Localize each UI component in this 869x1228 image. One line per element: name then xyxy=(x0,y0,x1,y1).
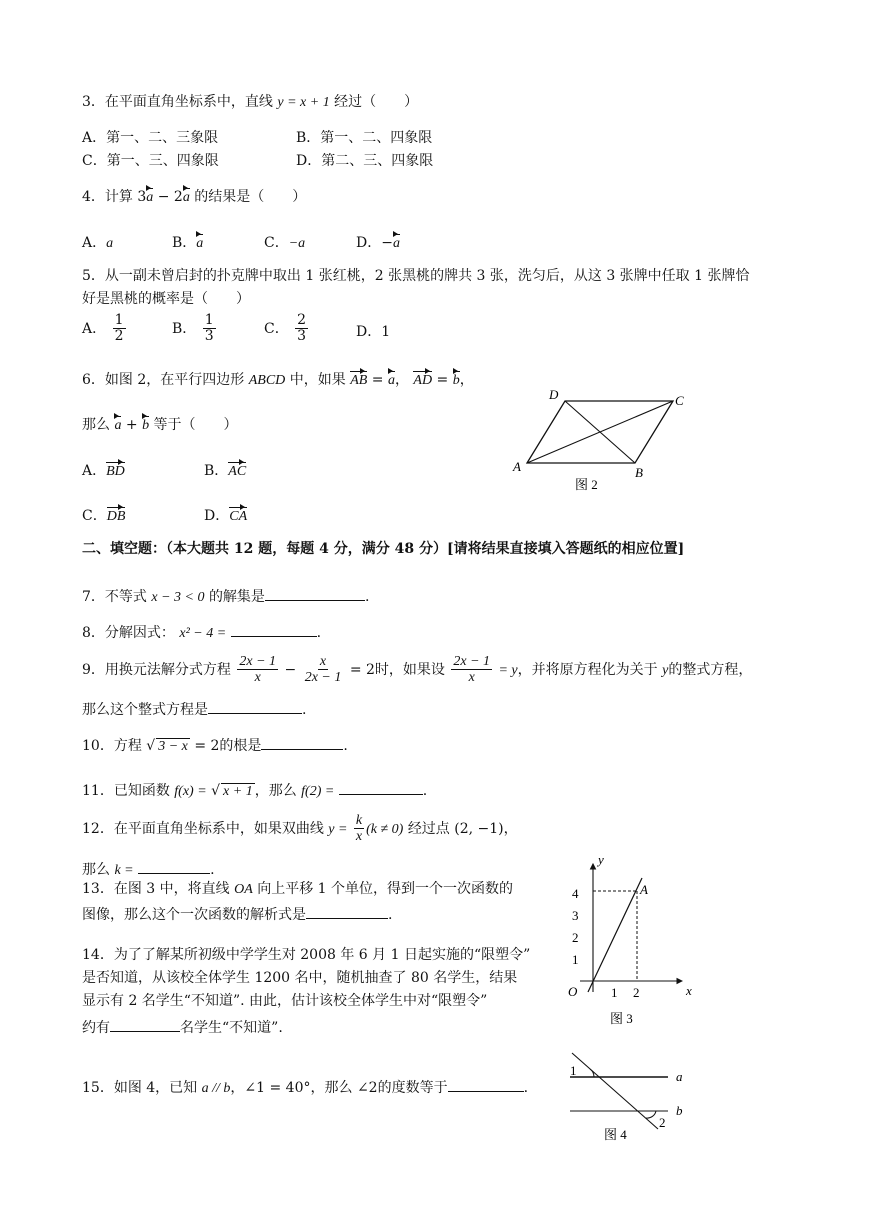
q6-line2 xyxy=(82,417,238,435)
q3-option-b: B．第一、二、四象限 xyxy=(296,130,433,146)
q12-line2-text: 那么 xyxy=(82,862,110,878)
q3-option-a: A．第一、二、三象限 xyxy=(82,130,219,146)
fig3-point-a: A xyxy=(640,882,648,897)
q5-c-label: C． xyxy=(264,320,289,337)
q6-eq2: = xyxy=(432,372,453,388)
q7-answer-blank[interactable] xyxy=(265,586,365,601)
q9-line2-text: 那么这个整式方程是 xyxy=(82,702,208,718)
q7-expr: x − 3 < 0 xyxy=(151,590,205,605)
q7-suffix: 的解集是 xyxy=(208,589,265,605)
q6-plus: + xyxy=(121,417,143,433)
angle-2-arc xyxy=(646,1111,656,1118)
q11: 11．已知函数 f(x) = √ x + 1 ，那么 f(2) = . xyxy=(82,780,427,801)
q15 xyxy=(82,1077,528,1098)
q12-answer-blank[interactable] xyxy=(138,859,210,874)
q9-y: y xyxy=(662,662,669,678)
q15-angle2: ∠2 xyxy=(356,1080,378,1096)
q15-end: . xyxy=(523,1080,529,1096)
q4-c-label: C． xyxy=(264,235,289,251)
q6-a-vector: BD xyxy=(106,464,125,479)
q5-option-a xyxy=(82,313,128,345)
q6-text3: 那么 xyxy=(82,417,110,433)
q14-line2: 是否知道，从该校全体学生 1200 名中，随机抽查了 80 名学生，结果 xyxy=(82,970,518,986)
fig3-y-label: y xyxy=(598,852,604,867)
q10-prompt: 10．方程 xyxy=(82,738,142,754)
q3-stem xyxy=(82,94,418,112)
q6-d-vector: CA xyxy=(229,509,248,524)
q12-end: . xyxy=(210,862,215,878)
q6-text2: 中，如果 xyxy=(289,372,346,388)
q9-end: . xyxy=(302,702,307,718)
q11-prompt: 11．已知函数 xyxy=(82,783,170,799)
q14-line3: 显示有 2 名学生“不知道”. 由此，估计该校全体学生中对“限塑令” xyxy=(82,993,488,1009)
q6-abcd: ABCD xyxy=(248,373,286,388)
q10: 10．方程 √ 3 − x = 2的根是 . xyxy=(82,735,348,756)
q6-vec-ad: AD xyxy=(413,373,433,388)
q14-text1: 约有 xyxy=(82,1020,110,1036)
q9-mid: 时，如果设 xyxy=(374,661,445,678)
q8 xyxy=(82,622,321,643)
q6-d-label: D． xyxy=(204,508,230,524)
q9-eqy: = y xyxy=(498,662,518,678)
q13-line2-text: 图像，那么这个一次函数的解析式是 xyxy=(82,907,306,923)
q6-line1 xyxy=(82,372,474,390)
q3-option-c: C．第一、三、四象限 xyxy=(82,153,219,169)
q4-b-label: B． xyxy=(172,235,197,251)
q4-coef1: 3 xyxy=(137,189,147,205)
q5-option-d: D．1 xyxy=(356,324,391,340)
q13-text1: 13．在图 3 中，将直线 xyxy=(82,881,230,897)
q9-eq2: = 2 xyxy=(349,661,375,678)
q6-sum-a: a xyxy=(114,418,122,433)
q15-mid: ，那么 xyxy=(310,1080,353,1096)
q6-eq1: = xyxy=(367,372,388,388)
line-oa xyxy=(588,878,642,992)
q6-option-b xyxy=(204,463,246,481)
q13-text2: 向上平移 1 个单位，得到一个一次函数的 xyxy=(257,881,514,897)
q9-minus: − xyxy=(284,661,297,678)
q10-end: . xyxy=(343,738,348,754)
q3-prompt: 3．在平面直角坐标系中，直线 xyxy=(82,94,273,110)
q4-d-label: D． xyxy=(356,235,382,251)
q4-vector-a1: a xyxy=(146,190,154,205)
fig3-ytick-1: 1 xyxy=(572,952,579,967)
q6-a-label: A． xyxy=(82,463,107,479)
q7-end: . xyxy=(364,589,370,605)
q12-k: k = xyxy=(114,863,134,878)
label-b: B xyxy=(635,465,643,480)
q6-option-d xyxy=(204,508,247,526)
q4-c-value: −a xyxy=(288,236,306,251)
q9-fraction-2: $\frac{x}{2x - 1}$ xyxy=(304,654,342,686)
q12-prompt: 12．在平面直角坐标系中，如果双曲线 xyxy=(82,820,324,837)
q15-parallel: a // b xyxy=(201,1081,231,1096)
q9-tail: ，并将原方程化为关于 xyxy=(517,661,658,678)
q6-c-label: C． xyxy=(82,508,107,524)
q9-fraction-3: $\frac{2x - 1}{x}$ xyxy=(453,654,491,686)
q4-vector-a2: a xyxy=(182,190,190,205)
q15-prompt: 15．如图 4，已知 xyxy=(82,1080,198,1096)
q12-mid: 经过点 xyxy=(407,820,450,837)
q5-a-fraction: $\frac{1}{2}$ xyxy=(114,312,124,345)
q10-answer-blank[interactable] xyxy=(261,735,343,750)
q11-end: . xyxy=(422,783,428,799)
q5-b-fraction: $\frac{1}{3}$ xyxy=(204,312,214,345)
figure-3-caption: 图 3 xyxy=(610,1011,633,1026)
figure-4 xyxy=(562,1047,702,1147)
q5-option-b xyxy=(172,313,218,345)
q6-b-vector: AC xyxy=(228,464,247,479)
q10-radicand: 3 − x xyxy=(158,739,188,754)
q9-prompt: 9．用换元法解分式方程 xyxy=(82,661,231,678)
q4-stem xyxy=(82,189,306,207)
figure-4-caption: 图 4 xyxy=(604,1127,627,1142)
q12-point: (2, −1) xyxy=(454,820,504,837)
q4-d-vector: a xyxy=(392,236,400,251)
q12-line2 xyxy=(82,859,215,880)
q5-line2: 好是黑桃的概率是（ ） xyxy=(82,291,250,307)
q10-eq: = 2 xyxy=(194,738,220,754)
q6-vec-a: a xyxy=(387,373,395,388)
q14-line1: 14．为了了解某所初级中学学生对 2008 年 6 月 1 日起实施的“限塑令” xyxy=(82,947,531,963)
fig3-ytick-3: 3 xyxy=(572,908,579,923)
q15-angle1: ，∠1 = 40° xyxy=(230,1080,311,1096)
q12-cond: (k ≠ 0) xyxy=(366,821,404,837)
q6-vec-ab: AB xyxy=(350,373,368,388)
q3-equation: y = x + 1 xyxy=(277,95,330,110)
q6-sum-b: b xyxy=(142,418,150,433)
q6-option-a xyxy=(82,463,125,481)
q14-answer-blank[interactable] xyxy=(110,1017,180,1032)
q8-end: . xyxy=(316,625,322,641)
q12-line1 xyxy=(82,813,518,845)
q5-line1: 5．从一副未曾启封的扑克牌中取出 1 张红桃，2 张黑桃的牌共 3 张，洗匀后，从这 3 张牌中任取 1 张牌恰 xyxy=(82,268,750,284)
q3-option-d: D．第二、三、四象限 xyxy=(296,153,434,169)
q7 xyxy=(82,586,369,607)
q15-suffix: 的度数等于 xyxy=(377,1080,448,1096)
q14-text2: 名学生“不知道”. xyxy=(180,1020,283,1036)
q11-fx: f(x) = xyxy=(174,784,207,799)
label-c: C xyxy=(675,393,684,408)
fig3-xtick-2: 2 xyxy=(633,985,640,1000)
q4-suffix: 的结果是（ ） xyxy=(194,189,307,205)
q5-b-label: B． xyxy=(172,320,197,337)
q13-oa: OA xyxy=(234,882,253,897)
figure-2 xyxy=(505,385,695,495)
q4-minus: − 2 xyxy=(153,189,183,205)
q4-option-a xyxy=(82,235,113,253)
q9-fraction-1: $\frac{2x - 1}{x}$ xyxy=(239,654,277,686)
q8-prompt: 8．分解因式： xyxy=(82,625,175,641)
fig4-angle-1-label: 1 xyxy=(570,1063,577,1078)
q6-c-vector: DB xyxy=(106,509,126,524)
fig3-origin-label: O xyxy=(568,984,578,999)
figure-3 xyxy=(562,852,702,1032)
q6-option-c xyxy=(82,508,125,526)
q6-sep1: ， xyxy=(394,372,409,388)
q9-answer-blank[interactable] xyxy=(208,699,302,714)
q6-vec-b: b xyxy=(452,373,460,388)
q4-a-label: A． xyxy=(82,235,107,251)
q11-radicand: x + 1 xyxy=(223,784,253,799)
q4-prompt: 4．计算 xyxy=(82,189,133,205)
q6-text1: 6．如图 2，在平行四边形 xyxy=(82,372,245,388)
q9-tail2: 的整式方程， xyxy=(668,661,753,678)
q3-suffix: 经过（ ） xyxy=(334,94,419,110)
q4-d-minus: − xyxy=(381,235,393,251)
q14-line4 xyxy=(82,1017,283,1037)
q4-option-d xyxy=(356,235,400,253)
q12-y: y = xyxy=(328,821,348,837)
q15-answer-blank[interactable] xyxy=(448,1077,524,1092)
q13-line1 xyxy=(82,881,513,899)
q4-a-value: a xyxy=(106,236,114,251)
fig3-xtick-1: 1 xyxy=(611,985,618,1000)
q9-line2 xyxy=(82,699,306,719)
q9-line1 xyxy=(82,654,752,686)
q4-option-b xyxy=(172,235,203,253)
fig3-x-label: x xyxy=(686,983,692,998)
q13-end: . xyxy=(388,907,393,923)
q6-sep2: ， xyxy=(459,372,474,388)
label-a: A xyxy=(513,459,521,474)
q4-b-value: a xyxy=(196,236,204,251)
q6-b-label: B． xyxy=(204,463,229,479)
fig3-ytick-2: 2 xyxy=(572,930,579,945)
transversal xyxy=(572,1053,658,1129)
q5-c-fraction: $\frac{2}{3}$ xyxy=(297,312,307,345)
q8-answer-blank[interactable] xyxy=(231,622,317,637)
fig4-label-b: b xyxy=(676,1103,683,1118)
figure-2-caption: 图 2 xyxy=(575,477,598,492)
q11-f2: f(2) = xyxy=(301,784,335,799)
q12-end1: ， xyxy=(503,820,518,837)
q7-prompt: 7．不等式 xyxy=(82,589,147,605)
fig4-angle-2-label: 2 xyxy=(659,1115,666,1130)
angle-1-arc xyxy=(590,1069,594,1077)
q6-text4: 等于（ ） xyxy=(153,417,238,433)
q8-expr: x² − 4 = xyxy=(179,626,227,641)
q10-suffix: 的根是 xyxy=(219,738,262,754)
q13-line2 xyxy=(82,904,392,924)
q13-answer-blank[interactable] xyxy=(306,904,388,919)
diagonal-ac xyxy=(527,401,673,463)
q5-a-label: A． xyxy=(82,320,107,337)
fig4-label-a: a xyxy=(676,1069,683,1084)
q11-answer-blank[interactable] xyxy=(339,780,423,795)
q11-mid: ，那么 xyxy=(254,783,297,799)
section-2-title: 二、填空题：（本大题共 12 题，每题 4 分，满分 48 分）[请将结果直接填入答题纸的相应位置] xyxy=(82,541,685,557)
fig3-ytick-4: 4 xyxy=(572,886,579,901)
label-d: D xyxy=(549,387,559,402)
q4-option-c xyxy=(264,235,305,253)
q12-fraction: $\frac{k}{x}$ xyxy=(355,813,363,845)
q5-option-c xyxy=(264,313,310,345)
